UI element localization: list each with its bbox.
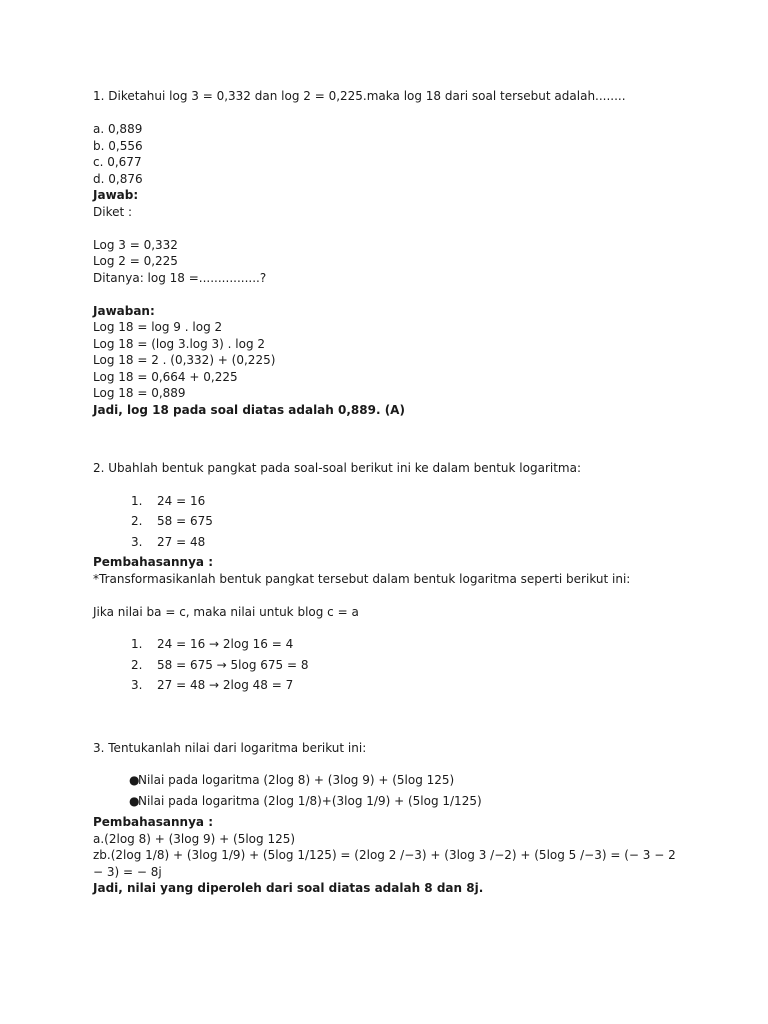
list-item bbox=[93, 634, 693, 655]
q1-step: Log 18 = 0,664 + 0,225 bbox=[93, 369, 238, 384]
spacer bbox=[93, 418, 693, 460]
q2-rule: Jika nilai ba = c, maka nilai untuk blog c = a bbox=[93, 604, 359, 619]
list-number: 3. bbox=[131, 678, 143, 692]
spacer bbox=[93, 105, 693, 122]
q2-question: 2. Ubahlah bentuk pangkat pada soal-soal berikut ini ke dalam bentuk logaritma: bbox=[93, 461, 582, 475]
list-item-text: 24 = 16 bbox=[157, 493, 206, 508]
list-item-text: Nilai pada logaritma (2log 8) + (3log 9) + (5log 125) bbox=[138, 773, 455, 787]
q2-instruction: *Transformasikanlah bentuk pangkat tersebut dalam bentuk logaritma seperti berikut ini: bbox=[93, 571, 631, 586]
list-item bbox=[93, 532, 693, 553]
q1-given-line: Log 3 = 0,332 bbox=[93, 237, 178, 252]
q1-step: Log 18 = (log 3.log 3) . log 2 bbox=[93, 336, 266, 351]
list-item bbox=[93, 791, 693, 812]
list-number: 1. bbox=[131, 493, 143, 508]
q3-conclusion: Jadi, nilai yang diperoleh dari soal diatas adalah 8 dan 8j. bbox=[93, 881, 484, 895]
q3-bullet-list bbox=[93, 770, 693, 812]
bullet-icon: ● bbox=[129, 773, 140, 787]
spacer bbox=[93, 620, 693, 634]
document-page bbox=[93, 88, 693, 897]
list-item bbox=[93, 655, 693, 676]
q2-answer-list bbox=[93, 634, 693, 696]
q3-line-a: a.(2log 8) + (3log 9) + (5log 125) bbox=[93, 831, 296, 846]
spacer bbox=[93, 220, 693, 237]
list-item bbox=[93, 675, 693, 696]
q1-step: Log 18 = log 9 . log 2 bbox=[93, 320, 223, 334]
q3-line-b: zb.(2log 1/8) + (3log 1/9) + (5log 1/125) = (2log 2 /−3) + (3log 3 /−2) + (5log 5 /−3) = (− 3 − 2 − 3) = − 8j bbox=[93, 848, 676, 879]
spacer bbox=[93, 756, 693, 770]
list-item-text: 27 = 48 → 2log 48 = 7 bbox=[157, 678, 294, 692]
bullet-icon: ● bbox=[129, 794, 140, 808]
q3-pembahasan-label: Pembahasannya : bbox=[93, 815, 213, 829]
list-number: 3. bbox=[131, 534, 143, 549]
q1-question: 1. Diketahui log 3 = 0,332 dan log 2 = 0,225.maka log 18 dari soal tersebut adalah........ bbox=[93, 89, 626, 103]
q1-jawaban-label: Jawaban: bbox=[93, 303, 155, 318]
list-item-text: 24 = 16 → 2log 16 = 4 bbox=[157, 637, 294, 651]
list-number: 2. bbox=[131, 514, 143, 528]
q1-option-d: d. 0,876 bbox=[93, 171, 143, 186]
q2-pembahasan-label: Pembahasannya : bbox=[93, 555, 213, 569]
q1-step: Log 18 = 0,889 bbox=[93, 386, 186, 400]
q1-step: Log 18 = 2 . (0,332) + (0,225) bbox=[93, 353, 276, 367]
q1-jawab-label: Jawab: bbox=[93, 188, 139, 202]
list-item-text: 58 = 675 bbox=[157, 514, 213, 528]
q1-option-b: b. 0,556 bbox=[93, 138, 143, 153]
list-item-text: 27 = 48 bbox=[157, 534, 206, 549]
list-number: 1. bbox=[131, 637, 143, 651]
list-number: 2. bbox=[131, 657, 143, 672]
q1-given-line: Log 2 = 0,225 bbox=[93, 254, 178, 268]
q1-diket-label: Diket : bbox=[93, 204, 133, 219]
spacer bbox=[93, 587, 693, 604]
q2-problem-list bbox=[93, 491, 693, 553]
q1-option-c: c. 0,677 bbox=[93, 155, 142, 169]
list-item bbox=[93, 511, 693, 532]
list-item bbox=[93, 491, 693, 512]
spacer bbox=[93, 696, 693, 740]
list-item-text: 58 = 675 → 5log 675 = 8 bbox=[157, 657, 309, 672]
list-item-text: Nilai pada logaritma (2log 1/8)+(3log 1/9) + (5log 1/125) bbox=[138, 794, 482, 808]
q1-conclusion: Jadi, log 18 pada soal diatas adalah 0,889. (A) bbox=[93, 402, 405, 417]
q1-option-a: a. 0,889 bbox=[93, 122, 143, 136]
spacer bbox=[93, 477, 693, 491]
spacer bbox=[93, 286, 693, 303]
q3-question: 3. Tentukanlah nilai dari logaritma berikut ini: bbox=[93, 740, 367, 755]
q1-asked-line: Ditanya: log 18 =................? bbox=[93, 270, 267, 285]
list-item bbox=[93, 770, 693, 791]
